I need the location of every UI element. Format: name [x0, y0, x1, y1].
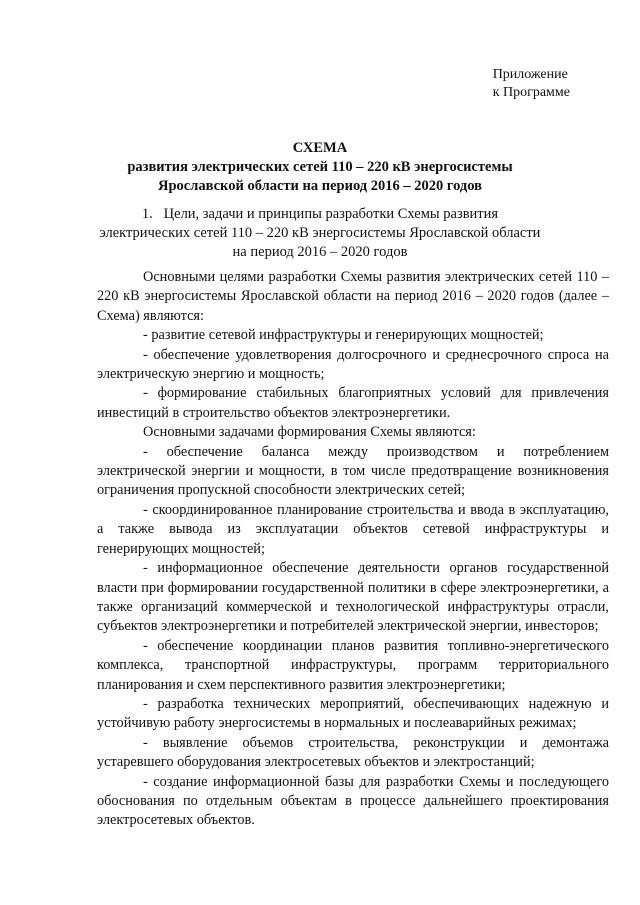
appendix-line-2: к Программе [492, 85, 570, 100]
paragraph: - обеспечение координации планов развития топливно-энергетического комплекса, транспортной инфраструктуры, программ территориального планирования и схем перспективного развития электроэнергетики; [97, 637, 609, 693]
paragraph: - обеспечение баланса между производством и потреблением электрической энергии и мощности, в том числе предотвращение возникновения ограничения пропускной способности электрических сетей; [97, 443, 609, 499]
title-line-2: развития электрических сетей 110 – 220 кВ энергосистемы [127, 159, 513, 175]
title-line-1: СХЕМА [292, 140, 348, 156]
paragraph: Основными задачами формирования Схемы являются: [143, 424, 476, 441]
document-title [0, 139, 640, 196]
paragraph: - формирование стабильных благоприятных условий для привлечения инвестиций в строительство объектов электроэнергетики. [97, 385, 609, 421]
paragraph: - развитие сетевой инфраструктуры и генерирующих мощностей; [143, 327, 544, 344]
paragraph: - выявление объемов строительства, реконструкции и демонтажа устаревшего оборудования электросетевых объектов и электростанций; [97, 734, 609, 771]
section-heading-line-2: электрических сетей 110 – 220 кВ энергосистемы Ярославской области [99, 225, 541, 241]
paragraph: - информационное обеспечение деятельности органов государственной власти при формировании государственной политики в сфере электроэнергетики, а также организаций коммерческой и технологической инфраструктуры отрасли, субъектов электроэнергетики и потребителей электрической энергии, инвесторов; [97, 560, 609, 635]
section-heading-line-1: 1. Цели, задачи и принципы разработки Схемы развития [141, 206, 499, 222]
paragraph: Основными целями разработки Схемы развития электрических сетей 110 – 220 кВ энергосистемы Ярославской области на период 2016 – 2020 годов (далее – Схема) являются: [97, 269, 609, 324]
title-line-3: Ярославской области на период 2016 – 2020 годов [158, 178, 482, 194]
section-heading-line-3: на период 2016 – 2020 годов [232, 244, 408, 260]
appendix-line-1: Приложение [492, 67, 568, 82]
paragraph: - создание информационной базы для разработки Схемы и последующего обоснования по отдельным объектам в процессе дальнейшего проектирования электросетевых объектов. [97, 773, 609, 829]
paragraph: - обеспечение удовлетворения долгосрочного и среднесрочного спроса на электрическую энергию и мощность; [97, 346, 609, 383]
section-heading [40, 205, 600, 262]
paragraph: - разработка технических мероприятий, обеспечивающих надежную и устойчивую работу энергосистемы в нормальных и послеаварийных режимах; [97, 695, 609, 732]
body-text [97, 268, 609, 831]
paragraph: - скоординированное планирование строительства и ввода в эксплуатацию, а также вывода из эксплуатации объектов сетевой инфраструктуры и генерирующих мощностей; [97, 501, 609, 557]
appendix-note [493, 66, 570, 102]
